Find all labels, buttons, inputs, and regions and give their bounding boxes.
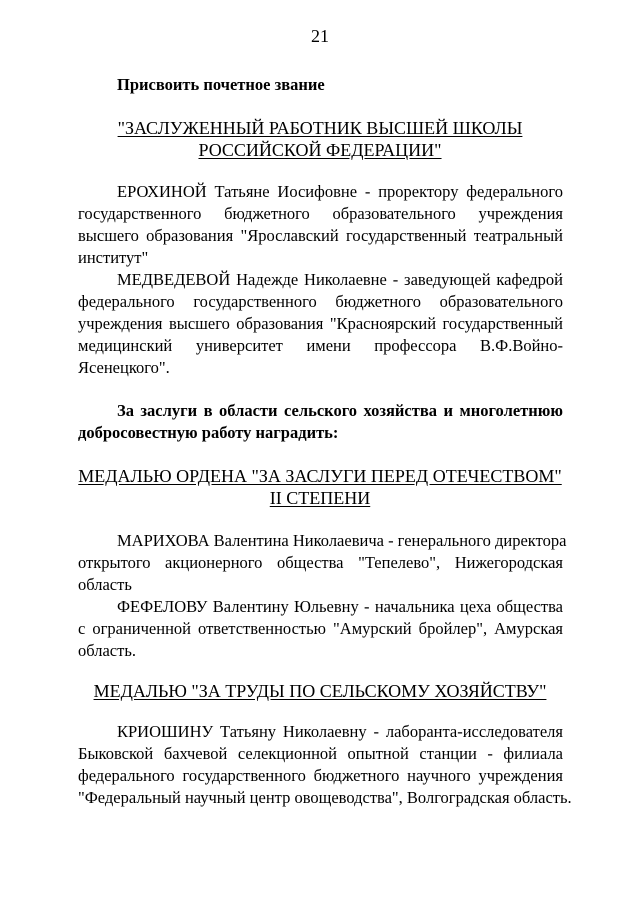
entry-line: медицинский университет имени профессора В.Ф.Войно-	[78, 336, 563, 355]
entry-line: Ясенецкого".	[78, 358, 170, 377]
entry-line: МЕДВЕДЕВОЙ Надежде Николаевне - заведующей кафедрой	[117, 270, 563, 289]
award-title-line-2: РОССИЙСКОЙ ФЕДЕРАЦИИ"	[198, 140, 442, 160]
merit-intro-line-1: За заслуги в области сельского хозяйства и многолетнюю	[117, 401, 563, 420]
entry-line: область.	[78, 641, 136, 660]
entry-line: институт"	[78, 248, 149, 267]
entry-line: ФЕФЕЛОВУ Валентину Юльевну - начальника цеха общества	[117, 597, 563, 616]
entry-line: государственного бюджетного образовательного учреждения	[78, 204, 563, 223]
entry-line: высшего образования "Ярославский государственный театральный	[78, 226, 563, 245]
entry-line: ЕРОХИНОЙ Татьяне Иосифовне - проректору федерального	[117, 182, 563, 201]
award-title-line-1: "ЗАСЛУЖЕННЫЙ РАБОТНИК ВЫСШЕЙ ШКОЛЫ	[117, 118, 523, 138]
page-number: 21	[311, 26, 329, 46]
entry-line: федерального государственного бюджетного образовательного	[78, 292, 563, 311]
entry-line: "Федеральный научный центр овощеводства", Волгоградская область.	[78, 788, 572, 807]
entry-line: федерального государственного бюджетного научного учреждения	[78, 766, 563, 785]
entry-line: МАРИХОВА Валентина Николаевича - генерального директора	[117, 531, 567, 550]
entry-line: область	[78, 575, 132, 594]
entry-line: учреждения высшего образования "Красноярский государственный	[78, 314, 563, 333]
entry-line: КРИОШИНУ Татьяну Николаевну - лаборанта-исследователя	[117, 722, 563, 741]
entry-line: Быковской бахчевой селекционной опытной станции - филиала	[78, 744, 563, 763]
entry-line: открытого акционерного общества "Тепелево", Нижегородская	[78, 553, 563, 572]
medal-heading-line-1: МЕДАЛЬЮ "ЗА ТРУДЫ ПО СЕЛЬСКОМУ ХОЗЯЙСТВУ"	[93, 681, 547, 701]
entry-line: с ограниченной ответственностью "Амурский бройлер", Амурская	[78, 619, 563, 638]
award-title-intro: Присвоить почетное звание	[117, 75, 325, 94]
medal-heading-line-2: II СТЕПЕНИ	[269, 488, 371, 508]
merit-intro-line-2: добросовестную работу наградить:	[78, 423, 339, 442]
medal-heading-line-1: МЕДАЛЬЮ ОРДЕНА "ЗА ЗАСЛУГИ ПЕРЕД ОТЕЧЕСТВОМ"	[78, 466, 562, 486]
